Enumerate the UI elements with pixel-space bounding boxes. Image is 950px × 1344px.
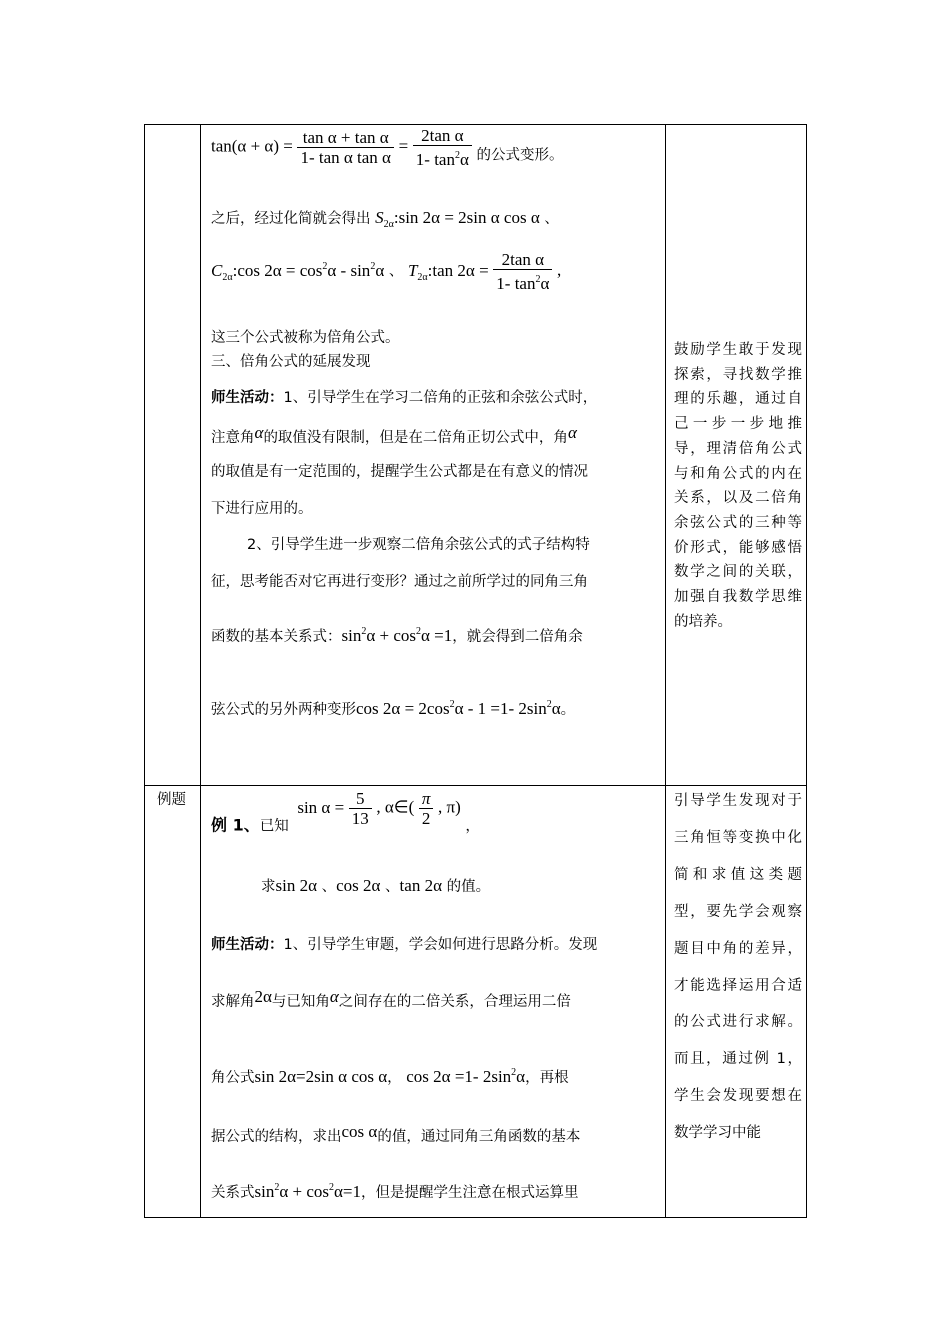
fraction-t2a: $\frac{\text{2tan α}}{1- \tan^2\alpha}$ [493,250,552,293]
column-divider-1 [200,124,201,1218]
table-bottom-border [144,1217,807,1218]
example-activity-line1: 师生活动：1、引导学生审题，学会如何进行思路分析。发现 [211,937,598,953]
example-activity-line4: 据公式的结构，求出cos α的值，通过同角三角函数的基本 [211,1122,581,1145]
example-1-statement: 例 1、已知 sin α = $\frac{5}{13}$ , α∈( $\frac{\pi}{2}$ , π) ， [211,789,480,835]
example-activity-line2: 求解角2α与已知角α之间存在的二倍关系，合理运用二倍 [211,987,571,1010]
activity-p1-line2: 注意角α的取值没有限制，但是在二倍角正切公式中，角α [211,423,577,446]
example-activity-line3: 角公式sin 2α=2sin α cos α， cos 2α =1- $2\sin^2\alpha$，再根 [211,1067,569,1086]
example-1-question: 求sin 2α 、cos 2α 、tan 2α 的值。 [261,876,491,895]
column-divider-2 [665,124,666,1218]
fraction-tan-sum: $\frac{\text{tan α + tan α}}{\text{1- tan α tan α}}$ [297,128,394,167]
example-activity-line5: 关系式$\sin^2\alpha + \cos^2\alpha=1$，但是提醒学生注意在根式运算里 [211,1182,579,1201]
activity-p2-line2: 征，思考能否对它再进行变形？通过之前所学过的同角三角 [211,574,588,590]
section-heading: 三、倍角公式的延展发现 [211,354,371,370]
table-top-border [144,124,807,125]
side-note-example-intent: 引导学生发现对于三角恒等变换中化简和求值这类题型，要先学会观察题目中角的差异，才能选择运用合适的公式进行求解。而且，通过例 1，学生会发现要想在数学学习中能 [674,793,802,1142]
fraction-pi-over-two: $\frac{\pi}{2}$ [419,789,434,828]
fraction-tan-double: $\frac{\text{2tan α}}{1- \tan^2\alpha}$ [413,126,472,169]
fraction-five-thirteenths: $\frac{5}{13}$ [349,789,372,828]
activity-p1-line4: 下进行应用的。 [211,501,313,517]
c2a-t2a-formula-line: $C_{2\alpha}:\cos$ $2\alpha = \cos^2\alpha - \sin^2\alpha$ 、 $T_{2\alpha}:\tan$ 2α = $\frac{\text{2tan α}}{1- \tan^2\alpha}$ , [211,250,562,293]
activity-p2-line1: 2、引导学生进一步观察二倍角余弦公式的式子结构特 [247,537,590,553]
side-note-design-intent: 鼓励学生敢于发现探索，寻找数学推理的乐趣，通过自己一步一步地推导，理清倍角公式与和角公式的内在关系，以及二倍角余弦公式的三种等价形式，能够感悟数学之间的关联，加强自我数学思维的培养。 [674,342,802,630]
row-label-example: 例题 [157,792,186,808]
table-right-border [806,124,807,1218]
table-left-border [144,124,145,1218]
activity-p2-line4: 弦公式的另外两种变形$\cos 2\alpha = 2\cos^2\alpha - 1 =1-$ $2\sin^2\alpha$。 [211,699,576,718]
activity-p2-line3: 函数的基本关系式：$\sin^2\alpha + \cos^2\alpha =1$，就会得到二倍角余 [211,626,583,645]
activity-p1-line1: 师生活动：1、引导学生在学习二倍角的正弦和余弦公式时， [211,390,598,406]
s2a-formula-line: 之后，经过化简就会得出 $S_{2\alpha}:\sin$ 2α = 2sin α cos α 、 [211,208,559,230]
activity-p1-line3: 的取值是有一定范围的，提醒学生公式都是在有意义的情况 [211,464,588,480]
double-angle-name-line: 这三个公式被称为倍角公式。 [211,330,400,346]
tan-double-angle-derivation: tan(α + α) = $\frac{\text{tan α + tan α}}{\text{1- tan α tan α}}$ = $\frac{\text{2tan α}}{1- \tan^2\alpha}$ 的公式变形。 [211,126,564,169]
